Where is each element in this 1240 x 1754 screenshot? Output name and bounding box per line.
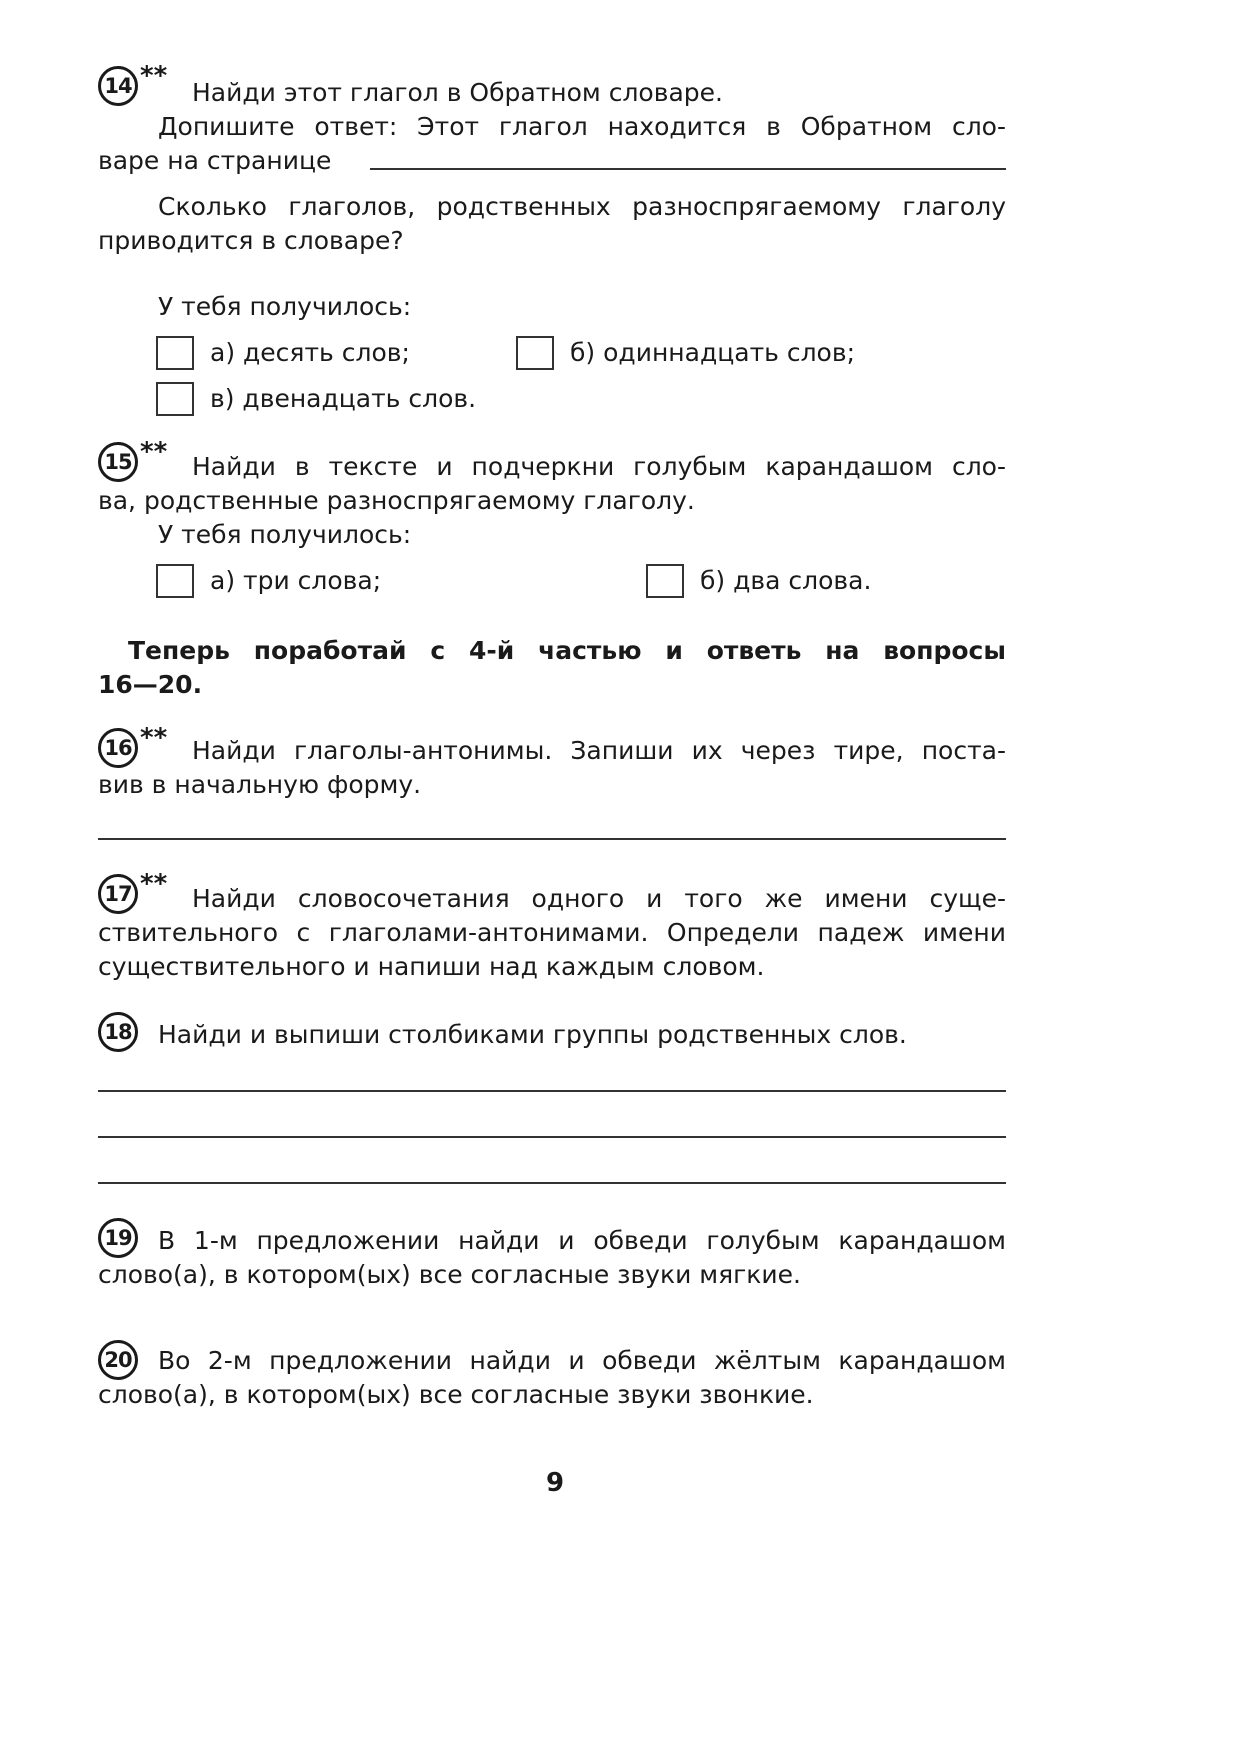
checkbox-14b[interactable] — [516, 336, 554, 370]
question-number-14: 14 — [98, 66, 138, 106]
question-number-17: 17 — [98, 874, 138, 914]
question-19-line-1: В 1-м предложении найди и обведи голубым карандашом — [158, 1226, 1006, 1255]
difficulty-stars: ** — [140, 869, 168, 899]
option-15a-label: а) три слова; — [210, 566, 382, 595]
difficulty-stars: ** — [140, 61, 168, 91]
question-14-line-4: Сколько глаголов, родственных разноспрягаемому глаголу — [158, 192, 1006, 221]
question-15-line-2: ва, родственные разноспрягаемому глаголу. — [98, 486, 695, 515]
question-number-20: 20 — [98, 1340, 138, 1380]
question-15-line-1: Найди в тексте и подчеркни голубым карандашом сло- — [192, 452, 1006, 481]
question-14-line-3: варе на странице — [98, 146, 332, 175]
checkbox-15a[interactable] — [156, 564, 194, 598]
difficulty-stars: ** — [140, 437, 168, 467]
answer-line[interactable] — [98, 1090, 1006, 1092]
answer-line[interactable] — [98, 1182, 1006, 1184]
option-14c-label: в) двенадцать слов. — [210, 384, 477, 413]
question-20-line-2: слово(а), в котором(ых) все согласные звуки звонкие. — [98, 1380, 814, 1409]
question-15-result-label: У тебя получилось: — [158, 520, 412, 549]
question-17-line-1: Найди словосочетания одного и того же имени суще- — [192, 884, 1006, 913]
option-14a-label: а) десять слов; — [210, 338, 410, 367]
question-16-line-1: Найди глаголы-антонимы. Запиши их через тире, поста- — [192, 736, 1006, 765]
page-number: 9 — [546, 1468, 565, 1498]
checkbox-15b[interactable] — [646, 564, 684, 598]
answer-line[interactable] — [98, 1136, 1006, 1138]
answer-line[interactable] — [98, 838, 1006, 840]
question-14-line-1: Найди этот глагол в Обратном словаре. — [192, 78, 723, 107]
question-14-result-label: У тебя получилось: — [158, 292, 412, 321]
question-number-18: 18 — [98, 1012, 138, 1052]
option-14b-label: б) одиннадцать слов; — [570, 338, 855, 367]
question-19-line-2: слово(а), в котором(ых) все согласные звуки мягкие. — [98, 1260, 801, 1289]
question-number-16: 16 — [98, 728, 138, 768]
question-17-line-3: существительного и напиши над каждым словом. — [98, 952, 765, 981]
difficulty-stars: ** — [140, 723, 168, 753]
question-18-line-1: Найди и выпиши столбиками группы родственных слов. — [158, 1020, 907, 1049]
instruction-line-1: Теперь поработай с 4-й частью и ответь на вопросы — [128, 636, 1006, 665]
question-number-15: 15 — [98, 442, 138, 482]
answer-line-page[interactable] — [370, 168, 1006, 170]
question-14-line-2: Допишите ответ: Этот глагол находится в Обратном сло- — [158, 112, 1006, 141]
question-20-line-1: Во 2-м предложении найди и обведи жёлтым карандашом — [158, 1346, 1006, 1375]
question-14-line-5: приводится в словаре? — [98, 226, 404, 255]
option-15b-label: б) два слова. — [700, 566, 872, 595]
question-number-19: 19 — [98, 1218, 138, 1258]
instruction-line-2: 16—20. — [98, 670, 203, 699]
checkbox-14c[interactable] — [156, 382, 194, 416]
question-17-line-2: ствительного с глаголами-антонимами. Определи падеж имени — [98, 918, 1006, 947]
question-16-line-2: вив в начальную форму. — [98, 770, 422, 799]
checkbox-14a[interactable] — [156, 336, 194, 370]
